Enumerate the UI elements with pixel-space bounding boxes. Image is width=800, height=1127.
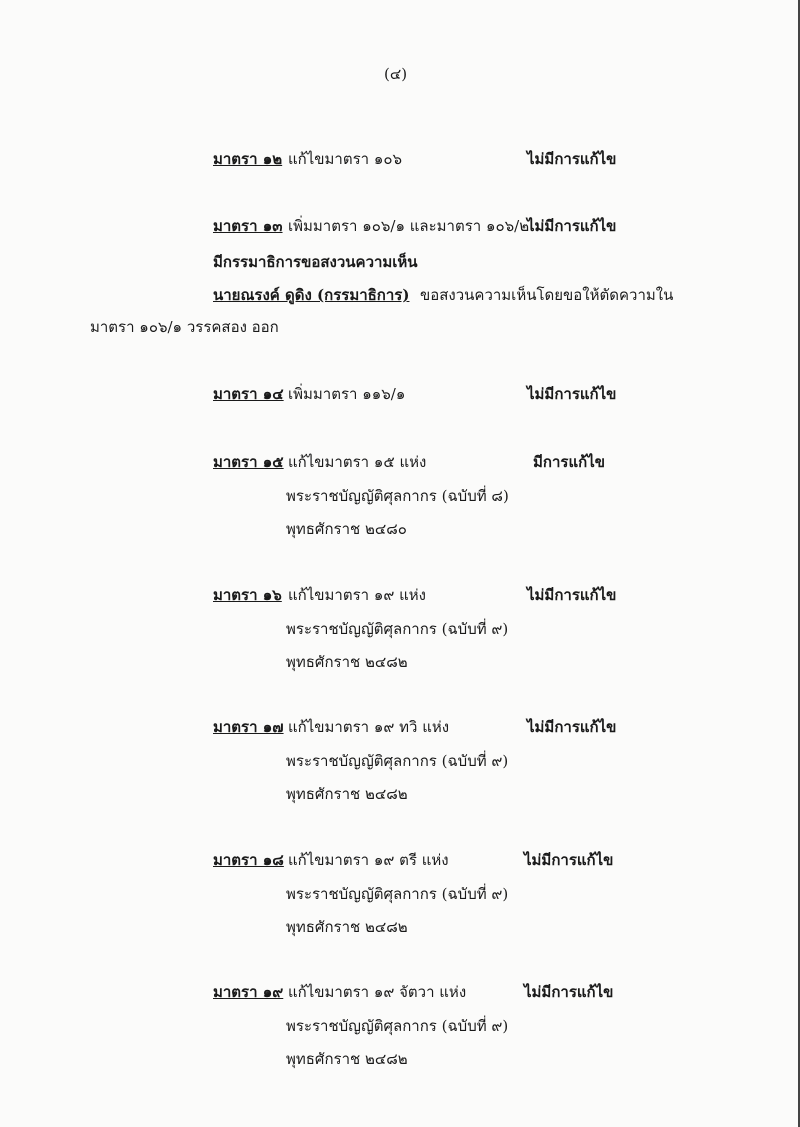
section-desc: แก้ไขมาตรา ๑๕ แห่ง [288, 453, 427, 471]
section-act-name: พระราชบัญญัติศุลกากร (ฉบับที่ ๙) [286, 1017, 509, 1035]
section-status: ไม่มีการแก้ไข [527, 586, 617, 604]
section-label: มาตรา ๑๒ [213, 150, 283, 168]
section-act-name: พระราชบัญญัติศุลกากร (ฉบับที่ ๙) [286, 885, 509, 903]
section-act-name: พระราชบัญญัติศุลกากร (ฉบับที่ ๙) [286, 620, 509, 638]
section-label: มาตรา ๑๓ [213, 217, 283, 235]
page-number: (๔) [384, 65, 408, 83]
section-label: มาตรา ๑๗ [213, 718, 284, 736]
committee-member-name: นายณรงค์ ดูดิง (กรรมาธิการ) [213, 286, 410, 304]
comment-text-line1: ขอสงวนความเห็นโดยขอให้ตัดความใน [420, 286, 674, 304]
section-label: มาตรา ๑๕ [213, 453, 284, 471]
section-status: ไม่มีการแก้ไข [527, 718, 617, 736]
section-desc: แก้ไขมาตรา ๑๙ จัตวา แห่ง [288, 983, 467, 1001]
section-act-year: พุทธศักราช ๒๔๘๒ [286, 918, 408, 936]
section-act-year: พุทธศักราช ๒๔๘๒ [286, 785, 408, 803]
section-label: มาตรา ๑๖ [213, 586, 282, 604]
section-act-year: พุทธศักราช ๒๔๘๐ [286, 520, 407, 538]
section-status: ไม่มีการแก้ไข [527, 150, 617, 168]
section-label: มาตรา ๑๔ [213, 385, 284, 403]
section-status: ไม่มีการแก้ไข [524, 983, 614, 1001]
section-label: มาตรา ๑๘ [213, 851, 284, 869]
section-desc: แก้ไขมาตรา ๑๐๖ [288, 150, 403, 168]
section-desc: แก้ไขมาตรา ๑๙ ทวิ แห่ง [288, 718, 450, 736]
section-desc: เพิ่มมาตรา ๑๐๖/๑ และมาตรา ๑๐๖/๒ [288, 217, 530, 235]
section-desc: เพิ่มมาตรา ๑๑๖/๑ [288, 385, 406, 403]
section-act-name: พระราชบัญญัติศุลกากร (ฉบับที่ ๙) [286, 752, 509, 770]
comment-text-line2: มาตรา ๑๐๖/๑ วรรคสอง ออก [90, 318, 279, 336]
section-status: มีการแก้ไข [533, 453, 605, 471]
section-act-year: พุทธศักราช ๒๔๘๒ [286, 653, 408, 671]
section-status: ไม่มีการแก้ไข [527, 385, 617, 403]
section-status: ไม่มีการแก้ไข [527, 217, 617, 235]
section-status: ไม่มีการแก้ไข [524, 851, 614, 869]
section-label: มาตรา ๑๙ [213, 983, 284, 1001]
section-desc: แก้ไขมาตรา ๑๙ ตรี แห่ง [288, 851, 449, 869]
section-desc: แก้ไขมาตรา ๑๙ แห่ง [288, 586, 427, 604]
section-act-year: พุทธศักราช ๒๔๘๒ [286, 1050, 408, 1068]
comment-heading: มีกรรมาธิการขอสงวนความเห็น [213, 253, 418, 271]
section-act-name: พระราชบัญญัติศุลกากร (ฉบับที่ ๘) [286, 487, 509, 505]
